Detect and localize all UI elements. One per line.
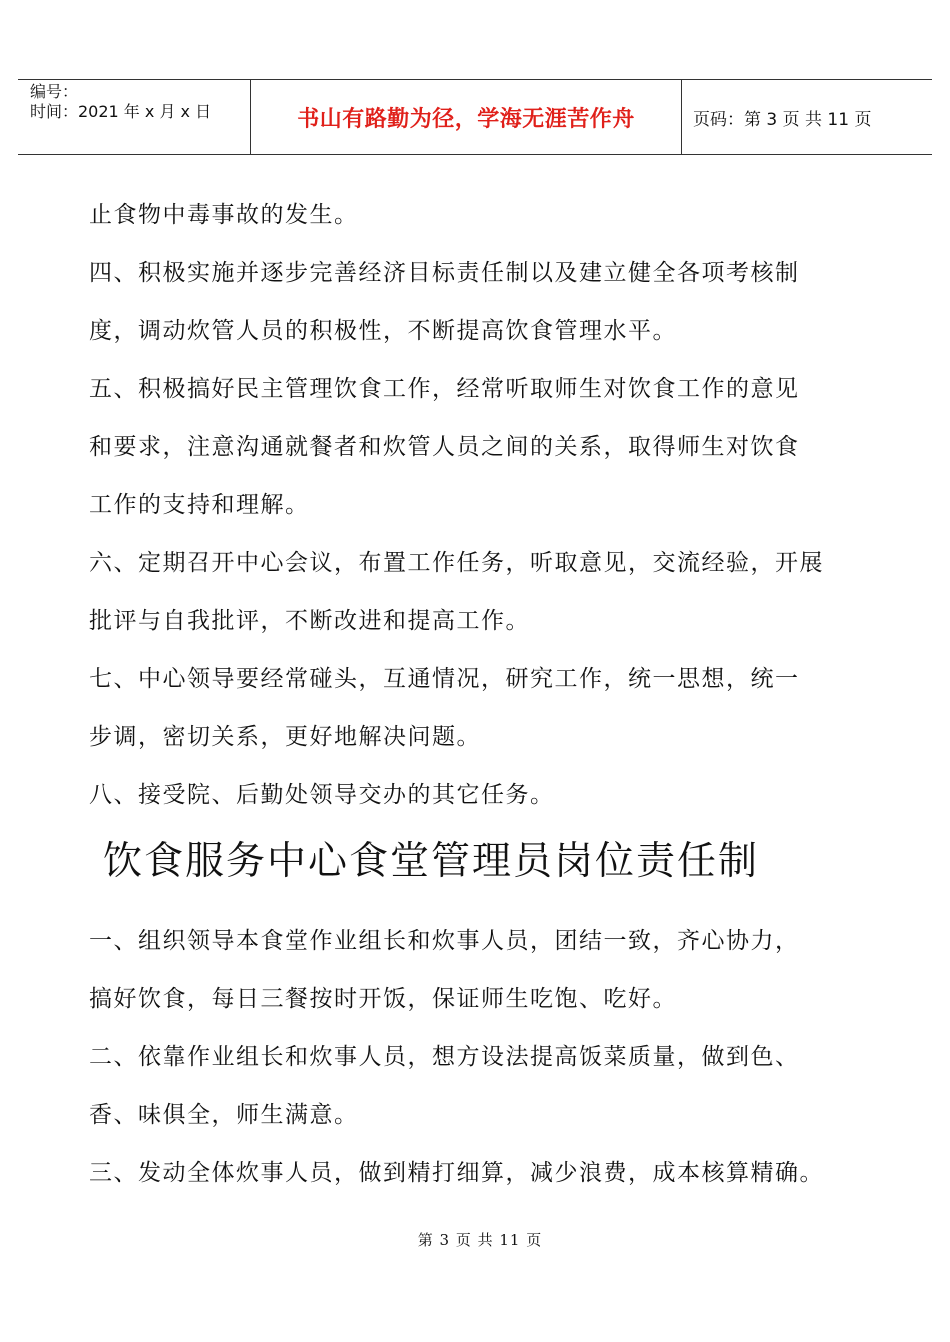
body-line: 七、中心领导要经常碰头，互通情况，研究工作，统一思想，统一 (89, 666, 800, 692)
body-line: 八、接受院、后勤处领导交办的其它任务。 (89, 782, 555, 808)
body-line: 四、积极实施并逐步完善经济目标责任制以及建立健全各项考核制 (89, 260, 800, 286)
document-header (18, 79, 932, 155)
body-line: 六、定期召开中心会议，布置工作任务，听取意见，交流经验，开展 (89, 550, 824, 576)
section-line: 二、依靠作业组长和炊事人员，想方设法提高饭菜质量，做到色、 (89, 1044, 800, 1070)
header-page-info: 页码：第 3 页 共 11 页 (693, 109, 872, 130)
page-footer: 第 3 页 共 11 页 (417, 1231, 543, 1249)
body-line: 止食物中毒事故的发生。 (89, 202, 359, 228)
body-line: 五、积极搞好民主管理饮食工作，经常听取师生对饮食工作的意见 (89, 376, 800, 402)
body-line: 度，调动炊管人员的积极性，不断提高饮食管理水平。 (89, 318, 677, 344)
serial-label: 编号： (30, 82, 79, 101)
section-line: 香、味俱全，师生满意。 (89, 1102, 359, 1128)
section-line: 搞好饮食，每日三餐按时开饭，保证师生吃饱、吃好。 (89, 986, 677, 1012)
body-line: 工作的支持和理解。 (89, 492, 310, 518)
body-line: 批评与自我批评，不断改进和提高工作。 (89, 608, 530, 634)
header-meta (18, 80, 251, 154)
time-label: 时间：2021 年 x 月 x 日 (30, 102, 212, 121)
section-line: 三、发动全体炊事人员，做到精打细算，减少浪费，成本核算精确。 (89, 1160, 824, 1186)
header-motto: 书山有路勤为径，学海无涯苦作舟 (251, 80, 682, 154)
body-line: 和要求，注意沟通就餐者和炊管人员之间的关系，取得师生对饮食 (89, 434, 800, 460)
section-title: 饮食服务中心食堂管理员岗位责任制 (103, 839, 760, 884)
body-line: 步调，密切关系，更好地解决问题。 (89, 724, 481, 750)
section-line: 一、组织领导本食堂作业组长和炊事人员，团结一致，齐心协力， (89, 928, 800, 954)
